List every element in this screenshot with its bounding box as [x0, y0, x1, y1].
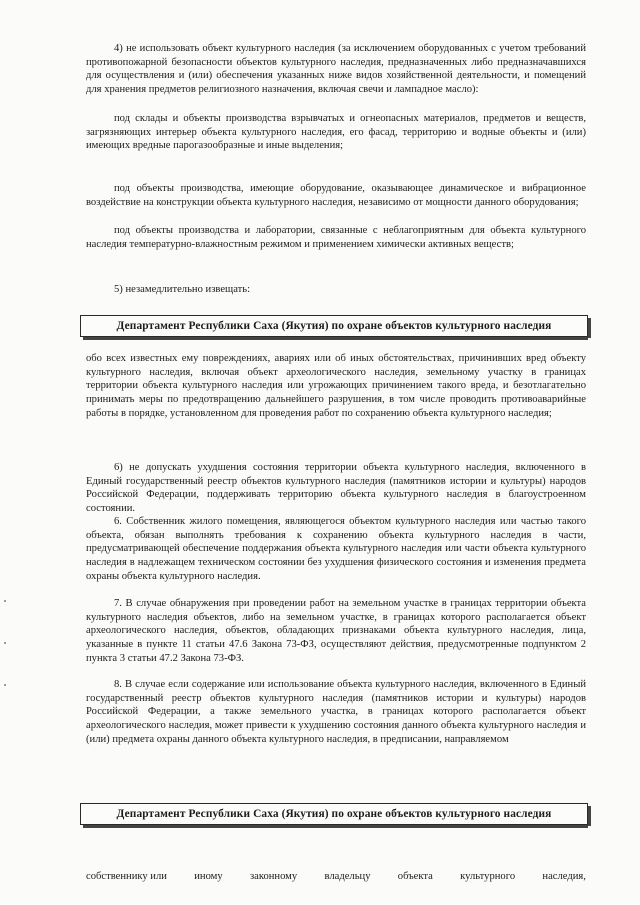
last-line-word: собственнику или — [86, 871, 167, 882]
department-header-stamp: Департамент Республики Саха (Якутия) по охране объектов культурного наследия — [80, 315, 588, 337]
paragraph-laboratories: под объекты производства и лаборатории, связанные с неблагоприятным для объекта культурного наследия температурно-влажностным режимом и применением химически активных веществ; — [86, 225, 586, 250]
last-line-word: наследия, — [542, 871, 586, 882]
paragraph-section-8: 8. В случае если содержание или использование объекта культурного наследия, включенного в Единый государственный реестр объектов культурного наследия (памятников истории и культуры) народов Российской Федерации, а также земельного участка, в границах которого располагается объект археологического наследия, может привести к ухудшению состояния данного объекта культурного наследия и (или) предмета охраны данного объекта культурного наследия, в предписании, направляемом — [86, 679, 586, 745]
continuation-line — [86, 870, 586, 884]
paragraph-section-7: 7. В случае обнаружения при проведении работ на земельном участке в границах территории объекта культурного наследия объектов, либо на земельном участке, в границах которого располагается объект археологического наследия, объектов, обладающих признаками объекта культурного наследия, лица, указанные в пункте 11 статьи 47.6 Закона 73-ФЗ, осуществляют действия, предусмотренные подпунктом 2 пункта 3 статьи 47.2 Закона 73-ФЗ. — [86, 598, 586, 664]
last-line-word: объекта — [397, 871, 433, 882]
last-line-word: законному — [249, 871, 298, 882]
paragraph-item-6-territory: 6) не допускать ухудшения состояния территории объекта культурного наследия, включенного в Единый государственный реестр объектов культурного наследия (памятников истории и культуры) народов Российской Федерации, поддерживать территорию объекта культурного наследия в благоустроенном состоянии. — [86, 462, 586, 515]
department-footer-stamp: Департамент Республики Саха (Якутия) по охране объектов культурного наследия — [80, 803, 588, 825]
paragraph-damage-report: обо всех известных ему повреждениях, авариях или об иных обстоятельствах, причинивших вред объекту культурного наследия, включая объект археологического наследия, земельному участку в границах территории объекта культурного наследия или угрожающих причинением такого вреда, и безотлагательно принимать меры по предотвращению дальнейшего разрушения, в том числе проводить противоаварийные работы в порядке, установленном для проведения работ по сохранению объекта культурного наследия; — [86, 353, 586, 419]
paragraph-vibration: под объекты производства, имеющие оборудование, оказывающее динамическое и вибрационное воздействие на конструкции объекта культурного наследия, независимо от мощности данного оборудования; — [86, 183, 586, 208]
paragraph-item-5: 5) незамедлительно извещать: — [114, 284, 251, 295]
last-line-word: иному — [194, 871, 223, 882]
scan-margin-marks — [4, 600, 8, 720]
paragraph-section-6-owner: 6. Собственник жилого помещения, являющегося объектом культурного наследия или частью такого объекта, обязан выполнять требования к сохранению объекта культурного наследия в части, предусматривающей обеспечение поддержания объекта культурного наследия или части объекта культурного наследия в надлежащем техническом состоянии без ухудшения физического состояния и изменения предмета охраны объекта культурного наследия. — [86, 516, 586, 582]
last-line-word: владельцу — [324, 871, 371, 882]
paragraph-warehouses: под склады и объекты производства взрывчатых и огнеопасных материалов, предметов и веществ, загрязняющих интерьер объекта культурного наследия, его фасад, территорию и водные объекты и (или) имеющих вредные парогазообразные и иные выделения; — [86, 113, 586, 152]
last-line-word: культурного — [460, 871, 516, 882]
paragraph-item-4: 4) не использовать объект культурного наследия (за исключением оборудованных с учетом требований противопожарной безопасности объектов культурного наследия, предназначенных либо предназначавшихся для осуществления и (или) обеспечения указанных ниже видов хозяйственной деятельности, и помещений для хранения предметов религиозного назначения, включая свечи и лампадное масло): — [86, 43, 586, 96]
